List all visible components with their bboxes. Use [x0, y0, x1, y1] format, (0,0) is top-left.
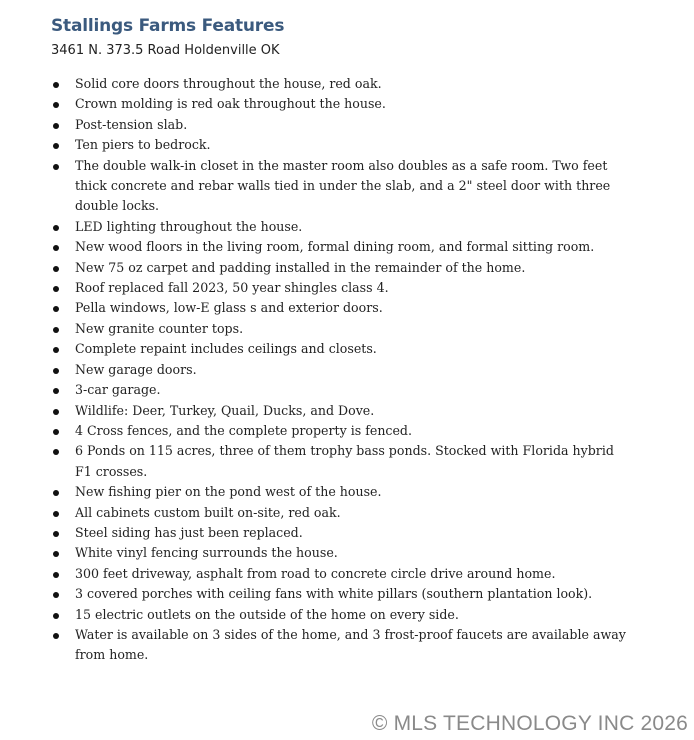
feature-text: LED lighting throughout the house. [75, 218, 303, 234]
document-title: Stallings Farms Features [51, 16, 285, 36]
feature-text: New garage doors. [75, 361, 197, 377]
feature-item [51, 380, 631, 400]
bullet-icon [53, 225, 59, 231]
feature-text: 3 covered porches with ceiling fans with white pillars (southern plantation look). [75, 586, 593, 602]
feature-item [51, 135, 631, 155]
feature-item [51, 156, 631, 217]
feature-text: 300 feet driveway, asphalt from road to concrete circle drive around home. [75, 565, 556, 581]
feature-item [51, 339, 631, 359]
feature-item [51, 543, 631, 563]
bullet-icon [53, 613, 59, 619]
feature-text: New fishing pier on the pond west of the house. [75, 484, 382, 500]
feature-item [51, 115, 631, 135]
bullet-icon [53, 633, 59, 639]
feature-item [51, 258, 631, 278]
bullet-icon [53, 449, 59, 455]
feature-text: Crown molding is red oak throughout the house. [75, 96, 386, 112]
feature-text: Pella windows, low-E glass s and exterior doors. [75, 300, 383, 316]
bullet-icon [53, 511, 59, 517]
bullet-icon [53, 327, 59, 333]
bullet-icon [53, 572, 59, 578]
feature-item [51, 74, 631, 94]
feature-item [51, 401, 631, 421]
feature-text: 3-car garage. [75, 382, 161, 398]
feature-text: New granite counter tops. [75, 320, 244, 336]
feature-text: White vinyl fencing surrounds the house. [75, 545, 338, 561]
feature-text: New 75 oz carpet and padding installed in the remainder of the home. [75, 259, 526, 275]
feature-text: Post-tension slab. [75, 116, 188, 132]
feature-item [51, 94, 631, 114]
feature-text: Solid core doors throughout the house, red oak. [75, 76, 382, 91]
feature-item [51, 278, 631, 298]
feature-text: Ten piers to bedrock. [75, 137, 211, 153]
feature-item [51, 625, 631, 666]
feature-text: The double walk-in closet in the master room also doubles as a safe room. Two feet thick concrete and rebar walls tied in under the slab, and a 2" steel door with three double locks. [75, 157, 611, 214]
feature-item [51, 523, 631, 543]
bullet-icon [53, 245, 59, 251]
feature-item [51, 360, 631, 380]
feature-item [51, 441, 631, 482]
feature-item [51, 298, 631, 318]
bullet-icon [53, 143, 59, 149]
bullet-icon [53, 164, 59, 170]
bullet-icon [53, 490, 59, 496]
feature-item [51, 319, 631, 339]
feature-text: Steel siding has just been replaced. [75, 524, 303, 540]
bullet-icon [53, 551, 59, 557]
features-list [51, 74, 631, 666]
bullet-icon [53, 409, 59, 415]
bullet-icon [53, 347, 59, 353]
feature-text: 6 Ponds on 115 acres, three of them trophy bass ponds. Stocked with Florida hybrid F1 crosses. [75, 443, 614, 479]
feature-item [51, 584, 631, 604]
bullet-icon [53, 592, 59, 598]
feature-text: New wood floors in the living room, formal dining room, and formal sitting room. [75, 239, 595, 255]
feature-item [51, 421, 631, 441]
feature-text: Roof replaced fall 2023, 50 year shingles class 4. [75, 280, 389, 296]
copyright-watermark: © MLS TECHNOLOGY INC 2026 [371, 712, 688, 735]
feature-item [51, 217, 631, 237]
feature-item [51, 237, 631, 257]
bullet-icon [53, 266, 59, 272]
feature-text: All cabinets custom built on-site, red oak. [75, 504, 341, 520]
bullet-icon [53, 429, 59, 435]
bullet-icon [53, 306, 59, 312]
bullet-icon [53, 368, 59, 374]
feature-item [51, 482, 631, 502]
bullet-icon [53, 286, 59, 292]
feature-item [51, 564, 631, 584]
feature-text: Complete repaint includes ceilings and closets. [75, 341, 377, 357]
bullet-icon [53, 531, 59, 537]
document [51, 14, 631, 666]
bullet-icon [53, 388, 59, 394]
bullet-icon [53, 123, 59, 129]
feature-text: 15 electric outlets on the outside of the home on every side. [75, 606, 459, 622]
feature-text: Water is available on 3 sides of the home, and 3 frost-proof faucets are available away from home. [75, 626, 626, 663]
feature-item [51, 605, 631, 625]
bullet-icon [53, 102, 59, 108]
feature-text: Wildlife: Deer, Turkey, Quail, Ducks, and Dove. [75, 402, 375, 418]
feature-text: 4 Cross fences, and the complete property is fenced. [75, 422, 412, 438]
bullet-icon [53, 82, 59, 88]
feature-item [51, 503, 631, 523]
property-address: 3461 N. 373.5 Road Holdenville OK [51, 43, 280, 58]
